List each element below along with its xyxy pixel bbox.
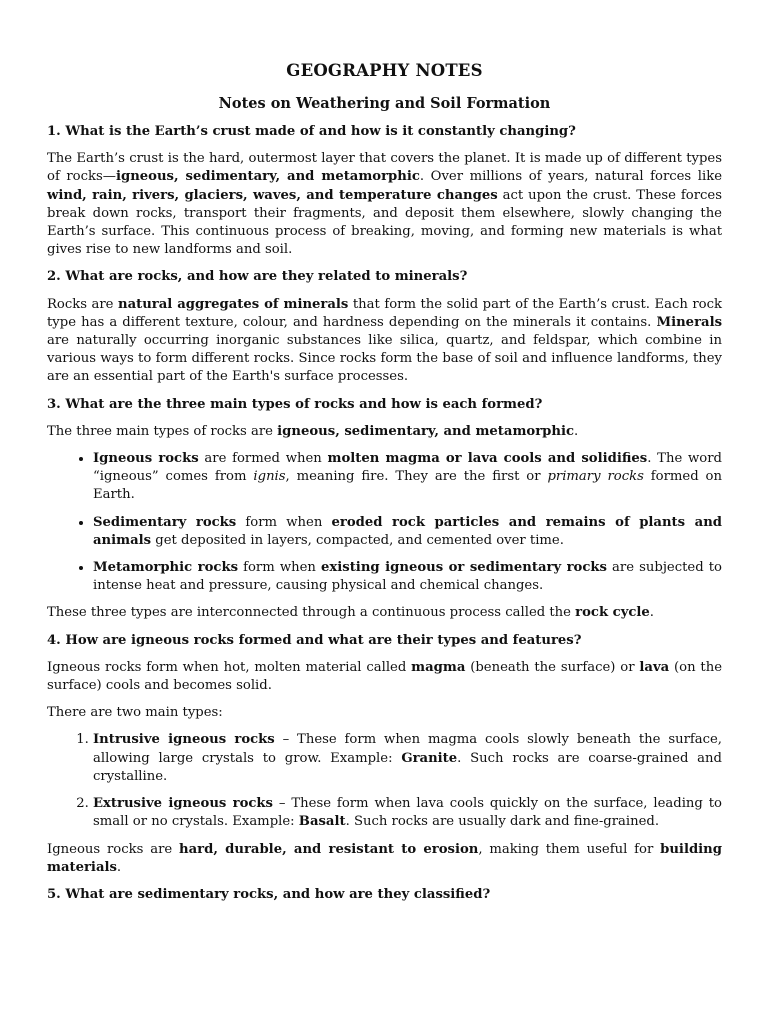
document-title: GEOGRAPHY NOTES	[286, 61, 483, 80]
question-1-answer: The Earth’s crust is the hard, outermost layer that covers the planet. It is made up of different types of rocks—igneous, sedimentary, and metamorphic. Over millions of years, natural forces like wind, rain, rivers, glaciers, waves, and temperature changes act upon the crust. These forces break down rocks, transport their fragments, and deposit them elsewhere, slowly changing the Earth’s surface. This continuous process of breaking, moving, and forming new materials is what gives rise to new landforms and soil.	[47, 151, 722, 258]
question-3-outro: These three types are interconnected through a continuous process called the rock cycle.	[47, 605, 654, 621]
igneous-types-list	[47, 731, 722, 831]
question-4-types-intro: There are two main types:	[47, 705, 223, 721]
list-item-metamorphic: • Metamorphic rocks form when existing igneous or sedimentary rocks are subjected to intense heat and pressure, causing physical and chemical changes.	[93, 559, 722, 595]
question-3-heading: 3. What are the three main types of rocks and how is each formed?	[47, 396, 543, 412]
question-2-heading: 2. What are rocks, and how are they related to minerals?	[47, 269, 468, 285]
question-4-heading: 4. How are igneous rocks formed and what are their types and features?	[47, 632, 582, 648]
list-item-extrusive: 2. Extrusive igneous rocks – These form when lava cools quickly on the surface, leading to small or no crystals. Example: Basalt. Such rocks are usually dark and fine-grained.	[93, 795, 722, 831]
question-3-intro: The three main types of rocks are igneous, sedimentary, and metamorphic.	[47, 423, 579, 439]
rock-types-list	[47, 450, 722, 595]
question-5-heading: 5. What are sedimentary rocks, and how are they classified?	[47, 886, 491, 902]
list-item-sedimentary: • Sedimentary rocks form when eroded rock particles and remains of plants and animals get deposited in layers, compacted, and cemented over time.	[93, 514, 722, 550]
question-4-answer: Igneous rocks form when hot, molten material called magma (beneath the surface) or lava (on the surface) cools and becomes solid.	[47, 659, 723, 694]
list-item-intrusive: 1. Intrusive igneous rocks – These form when magma cools slowly beneath the surface, allowing large crystals to grow. Example: Granite. Such rocks are coarse-grained and crystalline.	[93, 731, 722, 786]
question-1-heading: 1. What is the Earth’s crust made of and how is it constantly changing?	[47, 124, 576, 139]
document-subtitle: Notes on Weathering and Soil Formation	[218, 95, 551, 112]
question-2-answer: Rocks are natural aggregates of minerals that form the solid part of the Earth’s crust. Each rock type has a different texture, colour, and hardness depending on the minerals it contains. Minerals are naturally occurring inorganic substances like silica, quartz, and feldspar, which combine in various ways to form different rocks. Since rocks form the base of soil and influence landforms, they are an essential part of the Earth's surface processes.	[47, 296, 722, 385]
question-4-conclusion: Igneous rocks are hard, durable, and resistant to erosion, making them useful for building materials.	[47, 841, 722, 875]
list-item-igneous: • Igneous rocks are formed when molten magma or lava cools and solidifies. The word “igneous” comes from ignis, meaning fire. They are the first or primary rocks formed on Earth.	[93, 450, 722, 505]
